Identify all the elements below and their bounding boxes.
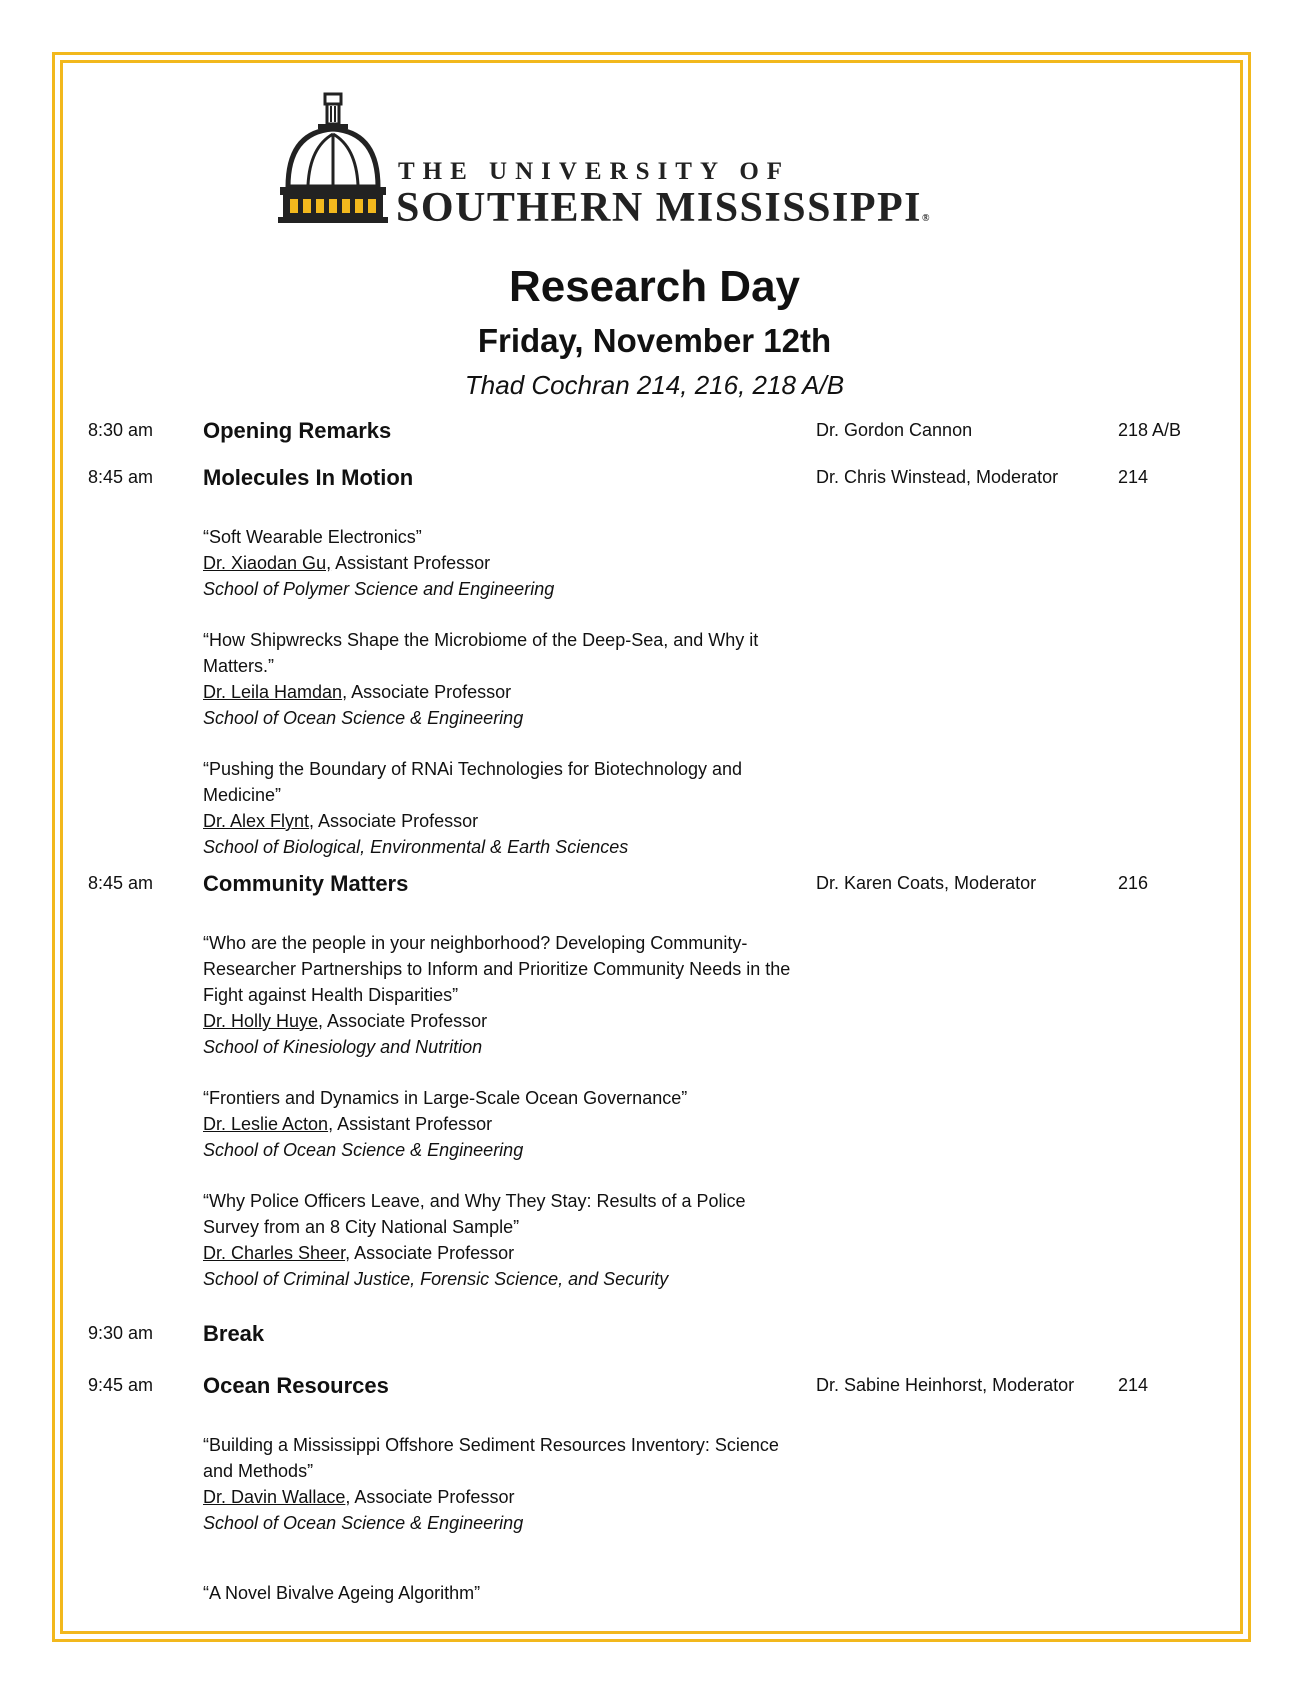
talk-school: School of Ocean Science & Engineering (203, 708, 524, 728)
logo-line2 (396, 184, 929, 232)
talk-item (203, 1188, 793, 1292)
talk-school: School of Polymer Science and Engineering (203, 579, 555, 599)
session-moderator: Dr. Sabine Heinhorst, Moderator (816, 1375, 1075, 1395)
talk-speaker (203, 1008, 793, 1034)
talk-speaker (203, 808, 793, 834)
event-date: Friday, November 12th (477, 322, 832, 359)
session-time: 8:45 am (88, 873, 154, 893)
talk-item (203, 524, 793, 602)
session-title: Ocean Resources (203, 1373, 389, 1398)
talk-item (203, 1580, 793, 1606)
logo-line1: THE UNIVERSITY OF (398, 158, 791, 185)
session-moderator: Dr. Chris Winstead, Moderator (816, 467, 1059, 487)
session-moderator: Dr. Gordon Cannon (816, 420, 973, 440)
registered-mark: ® (921, 213, 930, 224)
session-moderator: Dr. Karen Coats, Moderator (816, 873, 1037, 893)
speaker-role: , Assistant Professor (328, 1114, 493, 1134)
talk-title: “How Shipwrecks Shape the Microbiome of the Deep-Sea, and Why it Matters.” (203, 630, 759, 676)
talk-item (203, 627, 793, 731)
session-time: 9:30 am (88, 1323, 154, 1343)
talk-item (203, 1432, 793, 1536)
speaker-name: Dr. Holly Huye (203, 1011, 319, 1031)
session-title: Community Matters (203, 871, 409, 896)
talk-item (203, 756, 793, 860)
session-title: Molecules In Motion (203, 465, 414, 490)
speaker-name: Dr. Xiaodan Gu, (203, 553, 332, 573)
speaker-role: , Associate Professor (342, 682, 512, 702)
speaker-role: , Associate Professor (309, 811, 479, 831)
page-title: Research Day (508, 262, 801, 311)
speaker-name: Dr. Leslie Acton (203, 1114, 329, 1134)
talk-item (203, 930, 793, 1060)
talk-item (203, 1085, 793, 1163)
session-room: 216 (1118, 873, 1149, 893)
talk-school: School of Criminal Justice, Forensic Science, and Security (203, 1269, 669, 1289)
talk-speaker (203, 1484, 793, 1510)
talk-title: “Why Police Officers Leave, and Why They Stay: Results of a Police Survey from an 8 City National Sample” (203, 1191, 746, 1237)
talk-speaker (203, 1240, 793, 1266)
talk-school: School of Biological, Environmental & Earth Sciences (203, 837, 629, 857)
talk-title: “A Novel Bivalve Ageing Algorithm” (203, 1583, 481, 1603)
university-logo (278, 92, 1058, 237)
session-time: 8:30 am (88, 420, 154, 440)
talk-speaker (203, 1111, 793, 1137)
logo-wordmark: SOUTHERN MISSISSIPPI (396, 185, 922, 231)
session-title: Opening Remarks (203, 418, 392, 443)
talk-speaker (203, 550, 793, 576)
speaker-role: , Associate Professor (345, 1487, 515, 1507)
talk-school: School of Ocean Science & Engineering (203, 1140, 524, 1160)
speaker-name: Dr. Davin Wallace (203, 1487, 346, 1507)
talk-title: “Soft Wearable Electronics” (203, 527, 422, 547)
speaker-role: Assistant Professor (331, 553, 491, 573)
session-room: 214 (1118, 467, 1149, 487)
session-time: 8:45 am (88, 467, 154, 487)
talk-title: “Frontiers and Dynamics in Large-Scale Ocean Governance” (203, 1088, 688, 1108)
talk-speaker (203, 679, 793, 705)
session-room: 218 A/B (1118, 420, 1182, 440)
talk-title: “Who are the people in your neighborhood? Developing Community-Researcher Partnerships to Inform and Prioritize Community Needs in the Fight against Health Disparities” (203, 933, 791, 1005)
talk-title: “Building a Mississippi Offshore Sediment Resources Inventory: Science and Methods” (203, 1435, 779, 1481)
session-room: 214 (1118, 1375, 1149, 1395)
speaker-role: , Associate Professor (318, 1011, 488, 1031)
speaker-role: , Associate Professor (345, 1243, 515, 1263)
session-title: Break (203, 1321, 265, 1346)
talk-school: School of Kinesiology and Nutrition (203, 1037, 483, 1057)
speaker-name: Dr. Leila Hamdan (203, 682, 343, 702)
talk-school: School of Ocean Science & Engineering (203, 1513, 524, 1533)
talk-title: “Pushing the Boundary of RNAi Technologies for Biotechnology and Medicine” (203, 759, 743, 805)
speaker-name: Dr. Charles Sheer (203, 1243, 346, 1263)
session-time: 9:45 am (88, 1375, 154, 1395)
event-location: Thad Cochran 214, 216, 218 A/B (464, 370, 845, 400)
speaker-name: Dr. Alex Flynt (203, 811, 310, 831)
dome-icon (278, 92, 388, 232)
